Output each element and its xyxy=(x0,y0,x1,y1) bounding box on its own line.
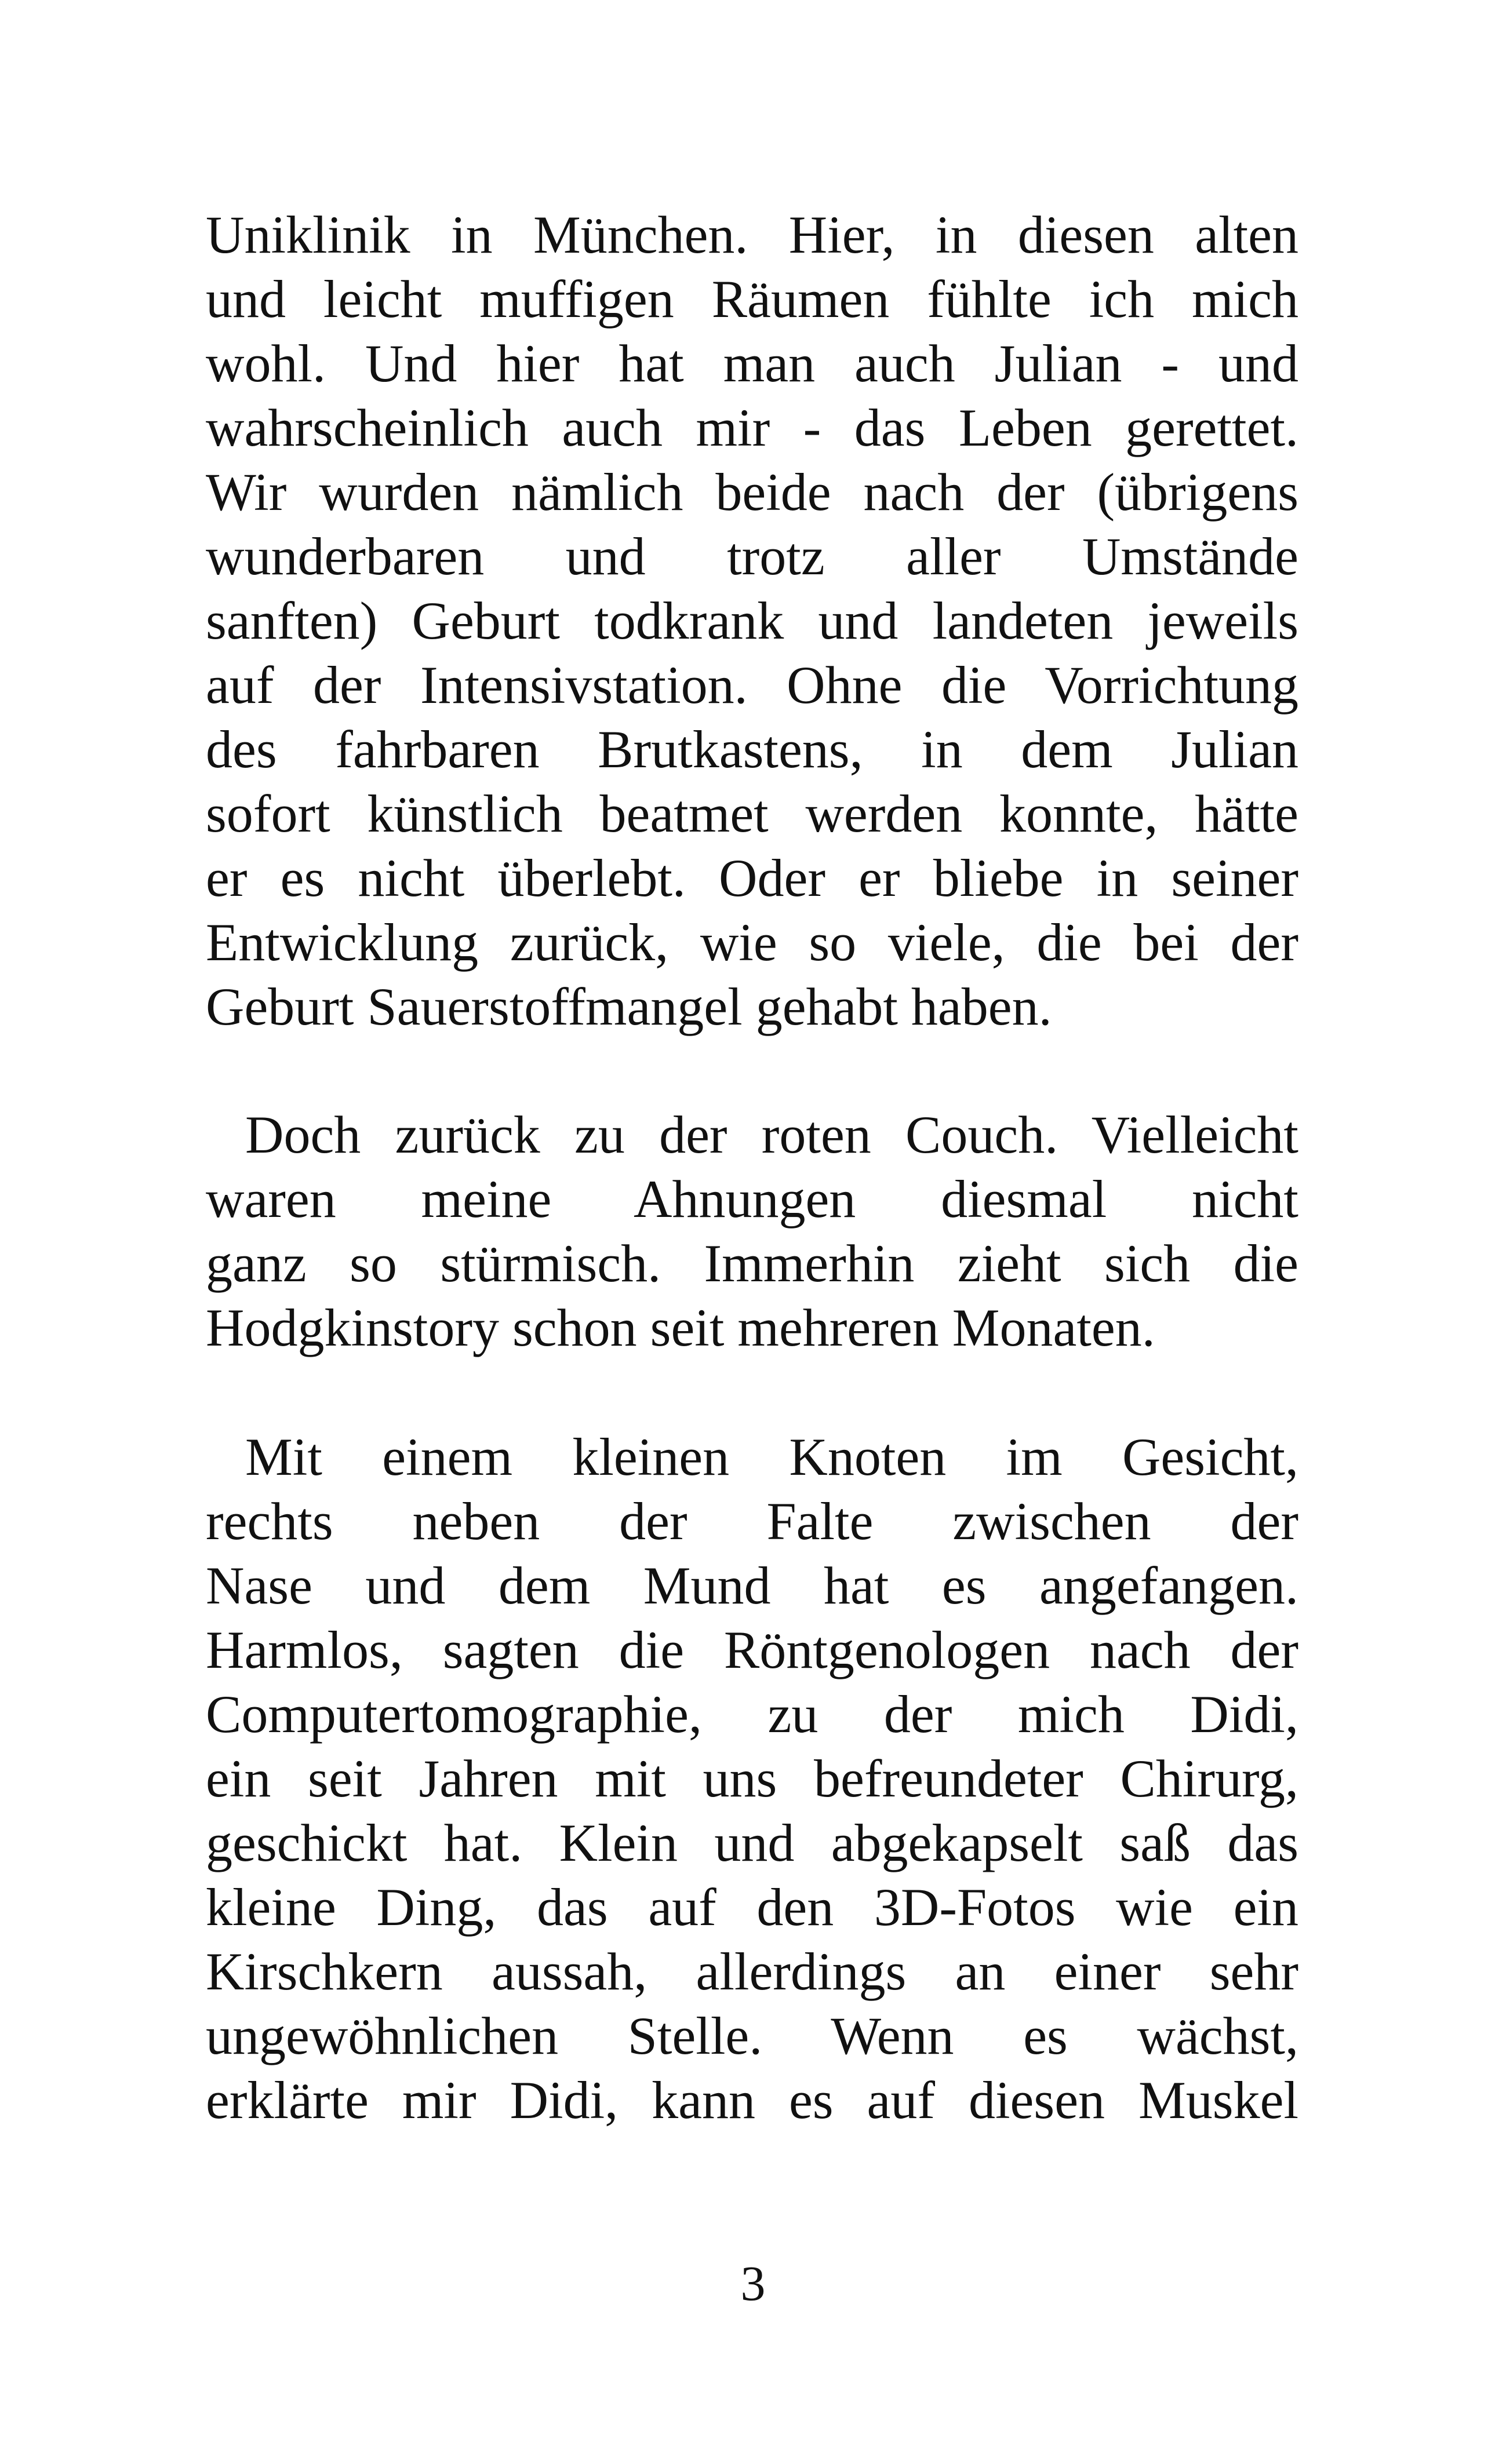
text-line: wunderbaren und trotz aller Umstände xyxy=(206,527,1298,586)
paragraph-1 xyxy=(206,203,1298,1039)
text-line: Geburt Sauerstoffmangel gehabt haben. xyxy=(206,977,1052,1036)
text-line: und leicht muffigen Räumen fühlte ich mich xyxy=(206,269,1298,329)
text-line: rechts neben der Falte zwischen der xyxy=(206,1492,1298,1551)
text-line: ungewöhnlichen Stelle. Wenn es wächst, xyxy=(206,2006,1298,2065)
text-line: Nase und dem Mund hat es angefangen. xyxy=(206,1556,1298,1615)
text-line: ganz so stürmisch. Immerhin zieht sich die xyxy=(206,1234,1298,1293)
paragraph-3 xyxy=(206,1425,1298,2133)
text-line: Doch zurück zu der roten Couch. Vielleicht xyxy=(245,1105,1298,1164)
text-line: sanften) Geburt todkrank und landeten jeweils xyxy=(206,591,1298,650)
text-line: erklärte mir Didi, kann es auf diesen Muskel xyxy=(206,2071,1298,2130)
text-line: ein seit Jahren mit uns befreundeter Chirurg, xyxy=(206,1749,1298,1808)
text-line: Computertomographie, zu der mich Didi, xyxy=(206,1685,1298,1744)
text-line: geschickt hat. Klein und abgekapselt saß das xyxy=(206,1813,1298,1872)
text-line: kleine Ding, das auf den 3D-Fotos wie ein xyxy=(206,1878,1298,1937)
text-line: Entwicklung zurück, wie so viele, die bei der xyxy=(206,913,1298,972)
text-line: auf der Intensivstation. Ohne die Vorrichtung xyxy=(206,655,1298,715)
paragraph-2 xyxy=(206,1103,1298,1360)
text-line: Harmlos, sagten die Röntgenologen nach der xyxy=(206,1620,1298,1679)
text-line: Hodgkinstory schon seit mehreren Monaten. xyxy=(206,1298,1155,1357)
text-line: des fahrbaren Brutkastens, in dem Julian xyxy=(206,720,1298,779)
text-line: wohl. Und hier hat man auch Julian - und xyxy=(206,334,1298,393)
text-line: sofort künstlich beatmet werden konnte, hätte xyxy=(206,784,1298,843)
text-line: waren meine Ahnungen diesmal nicht xyxy=(206,1169,1298,1229)
text-line: Mit einem kleinen Knoten im Gesicht, xyxy=(245,1427,1298,1486)
text-line: Wir wurden nämlich beide nach der (übrigens xyxy=(206,462,1298,522)
text-line: wahrscheinlich auch mir - das Leben gerettet. xyxy=(206,398,1298,457)
text-line: Uniklinik in München. Hier, in diesen alten xyxy=(206,205,1298,264)
page-number: 3 xyxy=(740,2255,766,2311)
text-line: er es nicht überlebt. Oder er bliebe in seiner xyxy=(206,848,1298,907)
text-line: Kirschkern aussah, allerdings an einer sehr xyxy=(206,1942,1298,2001)
